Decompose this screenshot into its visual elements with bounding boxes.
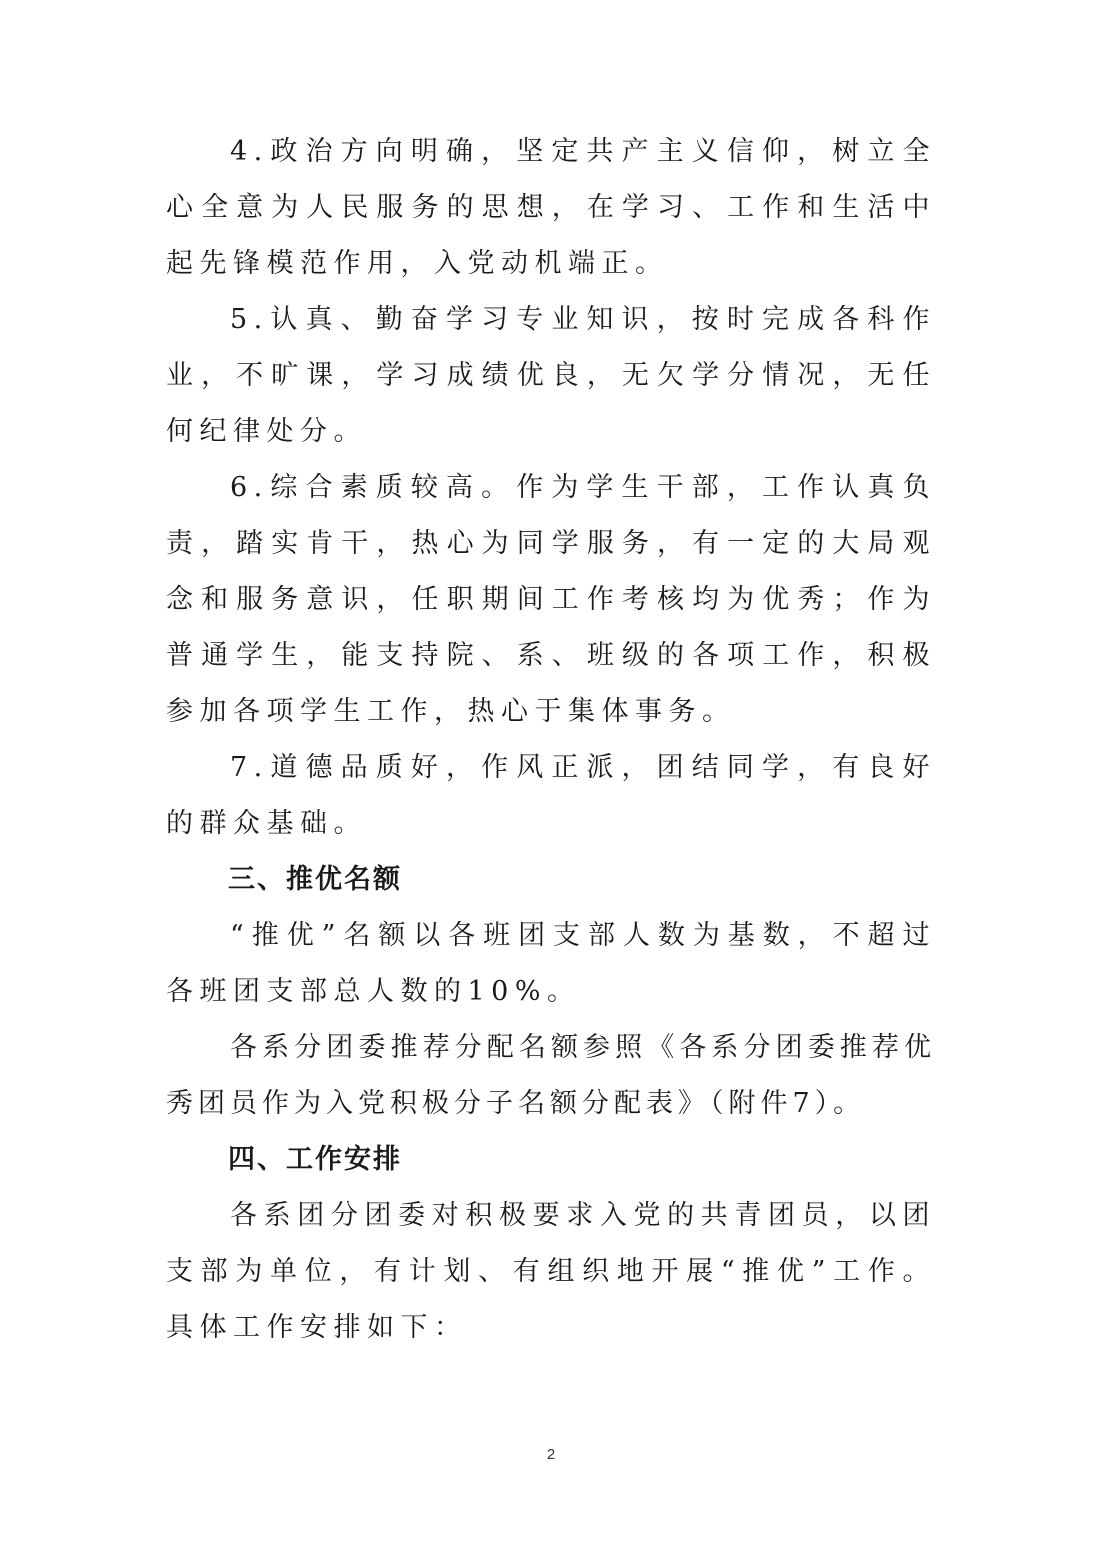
criterion-4: 4.政治方向明确，坚定共产主义信仰，树立全心全意为人民服务的思想，在学习、工作和生活中起先锋模范作用，入党动机端正。	[166, 136, 936, 279]
section-3-heading: 三、推优名额	[228, 864, 402, 895]
arrangement-paragraph: 各系团分团委对积极要求入党的共青团员，以团支部为单位，有计划、有组织地开展“推优”工作。具体工作安排如下：	[166, 1200, 936, 1343]
criterion-5: 5.认真、勤奋学习专业知识，按时完成各科作业，不旷课，学习成绩优良，无欠学分情况，无任何纪律处分。	[166, 304, 936, 447]
page-number: 2	[546, 1446, 556, 1463]
criterion-7: 7.道德品质好，作风正派，团结同学，有良好的群众基础。	[166, 752, 936, 839]
quota-paragraph-1: “推优”名额以各班团支部人数为基数，不超过各班团支部总人数的10%。	[166, 920, 936, 1007]
section-4-heading: 四、工作安排	[228, 1144, 402, 1175]
criterion-6: 6.综合素质较高。作为学生干部，工作认真负责，踏实肯干，热心为同学服务，有一定的大局观念和服务意识，任职期间工作考核均为优秀；作为普通学生，能支持院、系、班级的各项工作，积极参加各项学生工作，热心于集体事务。	[166, 472, 936, 727]
quota-paragraph-2: 各系分团委推荐分配名额参照《各系分团委推荐优秀团员作为入党积极分子名额分配表》（附件7）。	[166, 1032, 936, 1119]
document-body	[166, 124, 936, 1356]
